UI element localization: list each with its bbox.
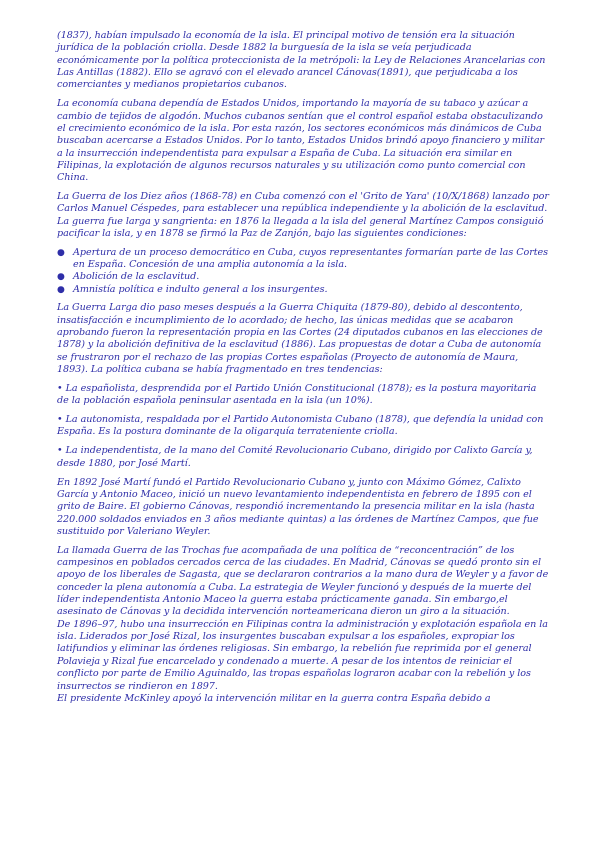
paragraph: La Guerra de los Diez años (1868-78) en Cuba comenzó con el 'Grito de Yara' (10/X/1868) lanzado por Carlos Manuel Céspedes, para establecer una república independiente y la abolición de la esclavitud. La guerra fue larga y sangrienta: en 1876 la llegada a la isla del general Martínez Campos consiguió pacificar la isla, y en 1878 se firmó la Paz de Zanjón, bajo las siguientes condiciones: — [57, 191, 549, 240]
bullet-icon: ● — [57, 284, 65, 295]
list-item-text: Amnistía política e indulto general a los insurgentes. — [73, 283, 328, 295]
paragraph: (1837), habían impulsado la economía de la isla. El principal motivo de tensión era la situación jurídica de la población criolla. Desde 1882 la burguesía de la isla se veía perjudicada económicamente por la política proteccionista de la metrópoli: la Ley de Relaciones Arancelarias con Las Antillas (1882). Ello se agravó con el elevado arancel Cánovas(1891), que perjudicaba a los comerciantes y medianos propietarios cubanos. — [57, 30, 546, 91]
conditions-list — [57, 247, 549, 296]
paragraph: • La autonomista, respaldada por el Partido Autonomista Cubano (1878), que defendía la unidad con España. Es la postura dominante de la oligarquía terrateniente criolla. — [57, 414, 544, 438]
paragraph: La Guerra Larga dio paso meses después a la Guerra Chiquita (1879-80), debido al descontento, insatisfacción e incumplimiento de lo acordado; de hecho, las únicas medidas que se acabaron aprobando fueron la representación propia en las Cortes (24 diputados cubanos en las elecciones de 1878) y la abolición definitiva de la esclavitud (1886). Las propuestas de dotar a Cuba de autonomía se frustraron por el rechazo de las propias Cortes españolas (Proyecto de autonomía de Maura, 1893). La política cubana se había fragmentado en tres tendencias: — [57, 302, 543, 376]
paragraph: En 1892 José Martí fundó el Partido Revolucionario Cubano y, junto con Máximo Gómez, Calixto García y Antonio Maceo, inició un nuevo levantamiento independentista en febrero de 1895 con el grito de Baire. El gobierno Cánovas, respondió incrementando la presencia militar en la isla (hasta 220.000 soldados enviados en 3 años mediante quintas) a las órdenes de Martínez Campos, que fue sustituido por Valeriano Weyler. — [57, 476, 539, 537]
list-item — [57, 284, 549, 296]
list-item — [57, 271, 549, 283]
bullet-icon: ● — [57, 272, 65, 283]
paragraph: El presidente McKinley apoyó la intervención militar en la guerra contra España debido a — [57, 692, 491, 704]
list-item-text: Apertura de un proceso democrático en Cuba, cuyos representantes formarían parte de las Cortes en España. Concesión de una amplia autonomía a la isla. — [73, 246, 549, 270]
paragraph: La llamada Guerra de las Trochas fue acompañada de una política de “reconcentración” de los campesinos en poblados cercados cerca de las ciudades. En Madrid, Cánovas se quedó pronto sin el apoyo de los liberales de Sagasta, que se declararon contrarios a la mano dura de Weyler y a favor de conceder la plena autonomía a Cuba. La estrategia de Weyler funcionó y después de la muerte del líder independentista Antonio Maceo la guerra estaba prácticamente ganada. Sin embargo,el asesinato de Cánovas y la decidida intervención norteamericana dieron un giro a la situación. — [57, 544, 549, 618]
list-item-text: Abolición de la esclavitud. — [73, 271, 200, 283]
bullet-icon: ● — [57, 247, 65, 258]
paragraph: • La independentista, de la mano del Comité Revolucionario Cubano, dirigido por Calixto García y, desde 1880, por José Martí. — [57, 445, 533, 469]
paragraph: La economía cubana dependía de Estados Unidos, importando la mayoría de su tabaco y azúcar a cambio de tejidos de algodón. Muchos cubanos sentían que el control español estaba obstaculizando el crecimiento económico de la isla. Por esta razón, los sectores económicos más dinámicos de Cuba buscaban acercarse a Estados Unidos. Por lo tanto, Estados Unidos brindó apoyo financiero y militar a la insurrección independentista para expulsar a España de Cuba. La situación era similar en Filipinas, la explotación de algunos recursos naturales y su utilización como punto comercial con China. — [57, 98, 545, 184]
list-item — [57, 247, 549, 272]
document-page — [57, 30, 549, 705]
paragraph: De 1896–97, hubo una insurrección en Filipinas contra la administración y explotación española en la isla. Liderados por José Rizal, los insurgentes buscaban expulsar a los españoles, expropiar los latifundios y eliminar las órdenes religiosas. Sin embargo, la rebelión fue reprimida por el general Polavieja y Rizal fue encarcelado y condenado a muerte. A pesar de los intentos de reiniciar el conflicto por parte de Emilio Aguinaldo, las tropas españolas lograron acabar con la rebelión y los insurrectos se rindieron en 1897. — [57, 618, 548, 692]
paragraph: • La españolista, desprendida por el Partido Unión Constitucional (1878); es la postura mayoritaria de la población española peninsular asentada en la isla (un 10%). — [57, 382, 537, 407]
